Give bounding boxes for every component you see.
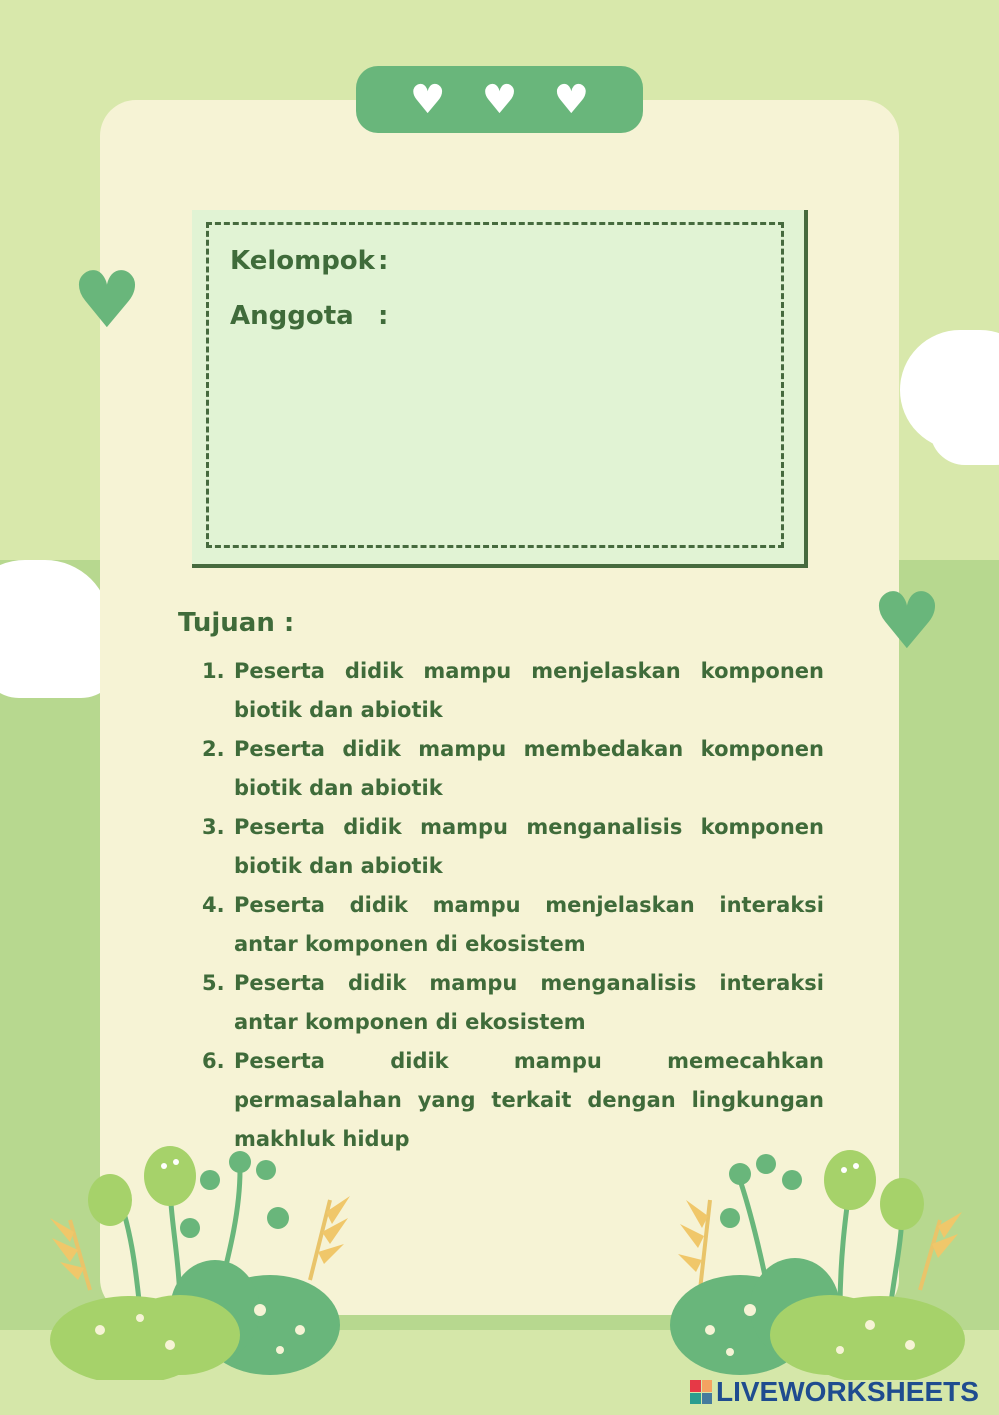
anggota-colon: : (378, 301, 389, 331)
brand-text: LIVEWORKSHEETS (716, 1376, 979, 1407)
goal-number: 1. (202, 659, 225, 683)
list-item (202, 886, 824, 964)
goal-text: Peserta didik mampu membedakan komponen biotik dan abiotik (234, 737, 824, 800)
goal-text: Peserta didik mampu menganalisis interaksi antar komponen di ekosistem (234, 971, 824, 1034)
tujuan-heading: Tujuan : (178, 608, 295, 638)
goal-text: Peserta didik mampu menganalisis komponen biotik dan abiotik (234, 815, 824, 878)
heart-icon: ♥ (72, 256, 142, 346)
heart-icon: ♥ (872, 577, 942, 667)
goals-list (202, 652, 824, 1159)
anggota-label: Anggota (230, 301, 354, 331)
list-item (202, 730, 824, 808)
liveworksheets-logo-icon (690, 1380, 712, 1404)
heart-icon: ♥ (553, 76, 590, 123)
kelompok-colon: : (378, 246, 389, 276)
goal-text: Peserta didik mampu menjelaskan komponen biotik dan abiotik (234, 659, 824, 722)
goal-number: 2. (202, 737, 225, 761)
liveworksheets-brand[interactable] (690, 1376, 979, 1408)
kelompok-label: Kelompok (230, 246, 375, 276)
plants-left-illustration (30, 1140, 370, 1380)
heart-icon: ♥ (409, 76, 446, 123)
kelompok-row[interactable] (230, 246, 388, 276)
bush-icon (50, 1260, 340, 1380)
list-item (202, 808, 824, 886)
list-item (202, 652, 824, 730)
goal-number: 3. (202, 815, 225, 839)
header-tab (356, 66, 643, 133)
bush-icon (670, 1258, 965, 1380)
goal-number: 4. (202, 893, 225, 917)
anggota-row[interactable] (230, 301, 388, 331)
goal-number: 6. (202, 1049, 225, 1073)
goal-text: Peserta didik mampu memecahkan permasalahan yang terkait dengan lingkungan makhluk hidup (234, 1049, 824, 1151)
goal-number: 5. (202, 971, 225, 995)
list-item (202, 964, 824, 1042)
heart-icon: ♥ (481, 76, 518, 123)
cloud-right-base (930, 395, 999, 465)
plants-right-illustration (640, 1140, 980, 1380)
goal-text: Peserta didik mampu menjelaskan interaksi antar komponen di ekosistem (234, 893, 824, 956)
